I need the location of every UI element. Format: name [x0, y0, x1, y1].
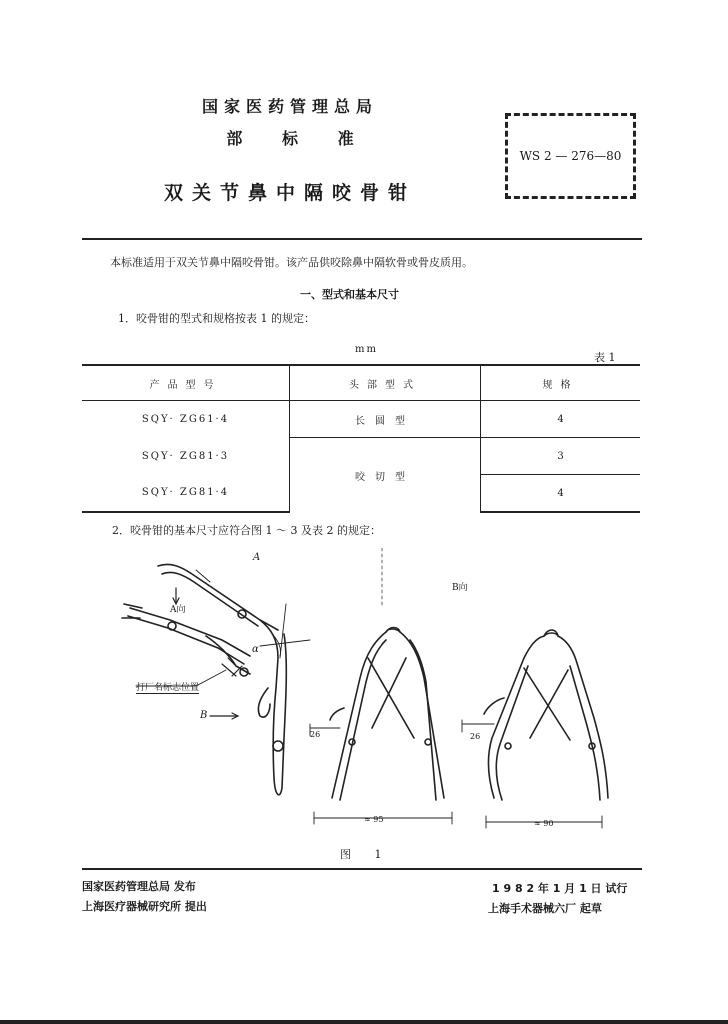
- table-unit: mm: [355, 344, 378, 355]
- intro-paragraph: 本标准适用于双关节鼻中隔咬骨钳。该产品供咬除鼻中隔软骨或骨皮质用。: [110, 256, 473, 269]
- label-factory-mark: 打厂名标志位置: [136, 680, 199, 694]
- scan-edge: [0, 1020, 728, 1024]
- clause-2: 2．咬骨钳的基本尺寸应符合图 1 ～ 3 及表 2 的规定：: [112, 524, 381, 537]
- label-a: A: [253, 552, 261, 563]
- standard-number: WS 2 — 276—80: [519, 149, 622, 163]
- model-cell: SQY· ZG61·4: [141, 413, 230, 425]
- front-view-2: [462, 630, 608, 828]
- col-header-head: 头部型式: [290, 365, 481, 401]
- inner-arms: [340, 640, 436, 800]
- col-header-model: 产品型号: [82, 365, 290, 401]
- label-dim-90: ≈ 90: [534, 819, 554, 828]
- clause-1: 1．咬骨钳的型式和规格按表 1 的规定：: [118, 312, 315, 325]
- thumb-rest: [484, 698, 504, 714]
- head-cell: 咬切型: [290, 438, 481, 513]
- table-header-row: [82, 365, 640, 401]
- main-shaft: [260, 620, 286, 795]
- label-b: B: [200, 710, 208, 721]
- proposer: 上海医疗器械研究所 提出: [82, 900, 207, 913]
- finger-rest: [258, 688, 270, 717]
- outer-arms: [488, 633, 608, 798]
- outer-arms: [332, 629, 444, 798]
- table-row: [82, 401, 640, 438]
- col-header-size: 规格: [481, 365, 641, 401]
- issuer: 国家医药管理总局 发布: [82, 880, 196, 893]
- lower-lever: [128, 616, 244, 664]
- label-alpha: α: [252, 644, 259, 655]
- size-cell: 4: [481, 475, 641, 513]
- crossed-links: [524, 668, 570, 740]
- label-dim-26-left: 26: [310, 730, 321, 739]
- issuing-authority: 国家医药管理总局: [201, 97, 378, 116]
- front-view-1: [310, 548, 452, 824]
- pivot-joint: [425, 739, 431, 745]
- model-cell: SQY· ZG81·3: [141, 450, 230, 462]
- dimension-line-26: [462, 720, 494, 732]
- standard-number-box: [505, 113, 636, 199]
- section-heading: 一、型式和基本尺寸: [300, 288, 399, 301]
- spec-table: [82, 364, 640, 513]
- label-dim-95: ≈ 95: [364, 815, 384, 824]
- standard-category: 部 标 准: [226, 129, 354, 148]
- footer-rule: [82, 868, 642, 870]
- table-row: [82, 438, 640, 475]
- size-cell: 4: [481, 401, 641, 438]
- crossed-links: [368, 658, 414, 738]
- label-dim-26-right: 26: [470, 732, 481, 741]
- thumb-rest: [330, 708, 344, 720]
- leader-line: [196, 570, 210, 582]
- pivot-joint: [273, 741, 283, 751]
- trial-date: 1 9 8 2 年 1 月 1 日 试行: [492, 882, 628, 895]
- lower-lever: [130, 608, 250, 656]
- label-b-direction: B向: [452, 583, 468, 593]
- figure-caption: 图 1: [340, 848, 392, 861]
- model-cell: SQY· ZG81·4: [82, 475, 290, 513]
- pivot-joint: [505, 743, 511, 749]
- label-a-direction: A向: [170, 605, 186, 615]
- drafter: 上海手术器械六厂 起草: [488, 902, 602, 915]
- header-rule: [82, 238, 642, 240]
- size-cell: 3: [481, 438, 641, 475]
- table-label: 表 1: [594, 351, 616, 364]
- head-cell: 长圆型: [290, 401, 481, 438]
- document-title: 双关节鼻中隔咬骨钳: [163, 182, 416, 204]
